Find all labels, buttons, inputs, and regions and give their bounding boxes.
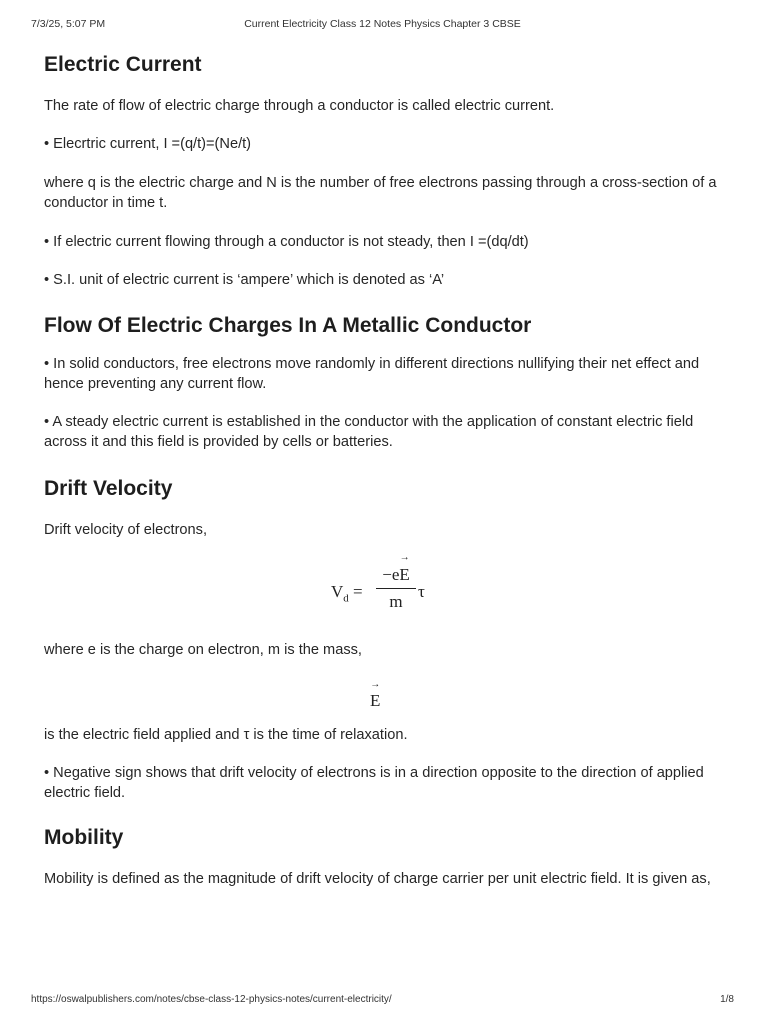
print-source-url: https://oswalpublishers.com/notes/cbse-class-12-physics-notes/current-electricity/ xyxy=(31,994,392,1005)
heading-electric-current: Electric Current xyxy=(44,53,202,76)
bullet-not-steady: • If electric current flowing through a conductor is not steady, then I =(dq/dt) xyxy=(44,234,529,250)
paragraph-definition: The rate of flow of electric charge through a conductor is called electric current. xyxy=(44,98,555,114)
formula-fraction xyxy=(376,564,416,612)
heading-flow-of-charges: Flow Of Electric Charges In A Metallic Conductor xyxy=(44,314,532,337)
bullet-si-unit: • S.I. unit of electric current is ‘ampere’ which is denoted as ‘A’ xyxy=(44,272,445,288)
formula-lhs: $V_d$ = xyxy=(331,582,363,605)
paragraph-where-q: where q is the electric charge and N is the number of free electrons passing through a cross-section of a conductor in time t. xyxy=(44,175,717,211)
vector-e-numerator: → E xyxy=(399,564,409,586)
print-page-title: Current Electricity Class 12 Notes Physics Chapter 3 CBSE xyxy=(244,18,521,30)
paragraph-mobility-definition: Mobility is defined as the magnitude of drift velocity of charge carrier per unit electric field. It is given as, xyxy=(44,871,711,887)
paragraph-where-e: where e is the charge on electron, m is the mass, xyxy=(44,642,362,658)
vector-e-symbol: → E xyxy=(370,691,380,711)
fraction-bar xyxy=(376,588,416,589)
print-header xyxy=(31,18,734,34)
bullet-solid-conductors: • In solid conductors, free electrons move randomly in different directions nullifying their net effect and hence preventing any current flow. xyxy=(44,356,700,392)
electric-field-vector xyxy=(44,683,724,713)
article-content xyxy=(44,50,724,889)
heading-mobility: Mobility xyxy=(44,826,124,849)
bullet-steady-current: • A steady electric current is established in the conductor with the application of constant electric field across it and this field is provided by cells or batteries. xyxy=(44,414,694,450)
formula-numerator: −e→ E xyxy=(376,564,416,586)
print-footer xyxy=(31,994,734,1008)
drift-velocity-formula xyxy=(44,564,724,624)
paragraph-field-relaxation: is the electric field applied and τ is the time of relaxation. xyxy=(44,727,408,743)
print-page-number: 1/8 xyxy=(720,994,734,1005)
formula-tau: τ xyxy=(418,582,425,601)
paragraph-drift-intro: Drift velocity of electrons, xyxy=(44,522,208,538)
print-datetime: 7/3/25, 5:07 PM xyxy=(31,18,106,30)
bullet-current-formula: • Elecrtric current, I =(q/t)=(Ne/t) xyxy=(44,136,252,152)
formula-denominator: m xyxy=(389,592,403,611)
bullet-negative-sign: • Negative sign shows that drift velocity of electrons is in a direction opposite to the direction of applied electric field. xyxy=(44,765,704,801)
heading-drift-velocity: Drift Velocity xyxy=(44,477,173,500)
